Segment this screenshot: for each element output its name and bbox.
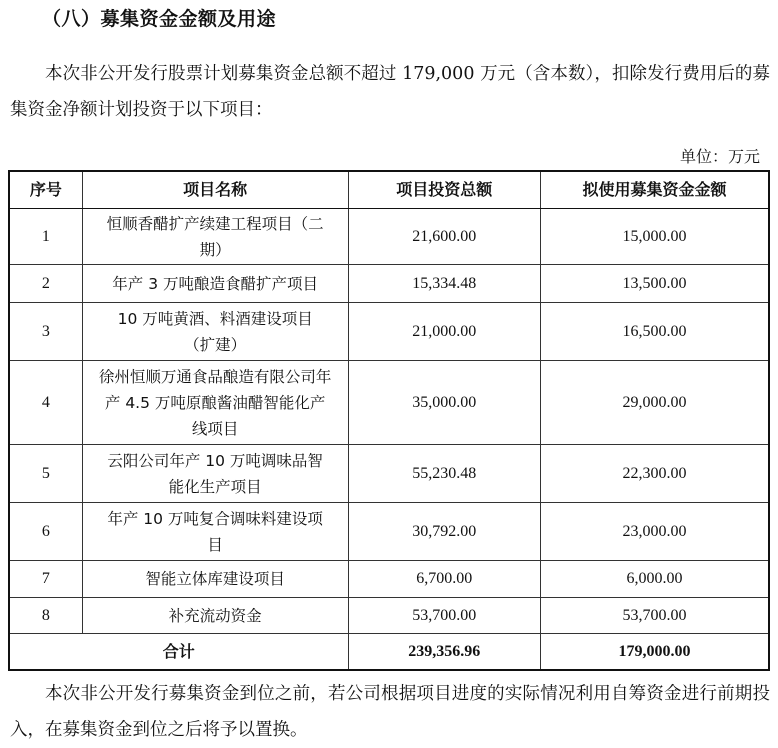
cell-no: 1 [9, 209, 82, 265]
cell-total-investment: 21,000.00 [348, 303, 540, 361]
cell-project-name [82, 445, 348, 503]
closing-paragraph: 本次非公开发行募集资金到位之前，若公司根据项目进度的实际情况利用自筹资金进行前期投入，在募集资金到位之后将予以置换。 [10, 684, 770, 740]
table-row [9, 445, 769, 503]
cell-total-investment: 55,230.48 [348, 445, 540, 503]
table-row [9, 561, 769, 598]
header-total-investment: 项目投资总额 [348, 171, 540, 209]
cell-no: 6 [9, 503, 82, 561]
cell-raised-funds: 15,000.00 [540, 209, 769, 265]
cell-no: 4 [9, 361, 82, 445]
cell-project-name [82, 598, 348, 634]
cell-project-name [82, 503, 348, 561]
section-heading: （八）募集资金金额及用途 [42, 8, 277, 30]
cell-no: 8 [9, 598, 82, 634]
cell-raised-funds: 23,000.00 [540, 503, 769, 561]
table-row [9, 598, 769, 634]
intro-paragraph: 本次非公开发行股票计划募集资金总额不超过 179,000 万元（含本数），扣除发行费用后的募集资金净额计划投资于以下项目： [10, 64, 770, 120]
header-project-name: 项目名称 [82, 171, 348, 209]
total-raised: 179,000.00 [540, 634, 769, 671]
cell-project-name [82, 561, 348, 598]
cell-total-investment: 21,600.00 [348, 209, 540, 265]
cell-no: 3 [9, 303, 82, 361]
table-total-row [9, 634, 769, 671]
project-name-text: 年产 3 万吨酿造食醋扩产项目 [112, 274, 319, 293]
cell-raised-funds: 13,500.00 [540, 265, 769, 303]
header-no: 序号 [9, 171, 82, 209]
cell-project-name [82, 361, 348, 445]
cell-no: 2 [9, 265, 82, 303]
cell-total-investment: 35,000.00 [348, 361, 540, 445]
cell-total-investment: 6,700.00 [348, 561, 540, 598]
cell-total-investment: 15,334.48 [348, 265, 540, 303]
project-name-text: 智能立体库建设项目 [145, 570, 285, 588]
table-row [9, 303, 769, 361]
cell-project-name [82, 265, 348, 303]
project-name-text: 徐州恒顺万通食品酿造有限公司年产 4.5 万吨原酿酱油醋智能化产线项目 [98, 367, 332, 438]
table-row [9, 209, 769, 265]
cell-raised-funds: 22,300.00 [540, 445, 769, 503]
project-name-text: 10 万吨黄酒、料酒建设项目（扩建） [117, 309, 313, 354]
total-label: 合计 [9, 634, 348, 671]
project-name-text: 恒顺香醋扩产续建工程项目（二期） [106, 214, 324, 259]
table-row [9, 503, 769, 561]
project-name-text: 云阳公司年产 10 万吨调味品智能化生产项目 [107, 451, 323, 496]
unit-label: 单位：万元 [679, 147, 760, 166]
cell-raised-funds: 16,500.00 [540, 303, 769, 361]
cell-raised-funds: 29,000.00 [540, 361, 769, 445]
fund-usage-table [8, 170, 770, 671]
project-name-text: 年产 10 万吨复合调味料建设项目 [107, 509, 323, 554]
cell-no: 5 [9, 445, 82, 503]
table-header-row [9, 171, 769, 209]
table-row [9, 361, 769, 445]
cell-raised-funds: 53,700.00 [540, 598, 769, 634]
cell-project-name [82, 303, 348, 361]
cell-no: 7 [9, 561, 82, 598]
total-investment: 239,356.96 [348, 634, 540, 671]
cell-project-name [82, 209, 348, 265]
project-name-text: 补充流动资金 [168, 606, 262, 625]
cell-total-investment: 53,700.00 [348, 598, 540, 634]
cell-total-investment: 30,792.00 [348, 503, 540, 561]
header-raised-funds: 拟使用募集资金金额 [540, 171, 769, 209]
table-row [9, 265, 769, 303]
cell-raised-funds: 6,000.00 [540, 561, 769, 598]
